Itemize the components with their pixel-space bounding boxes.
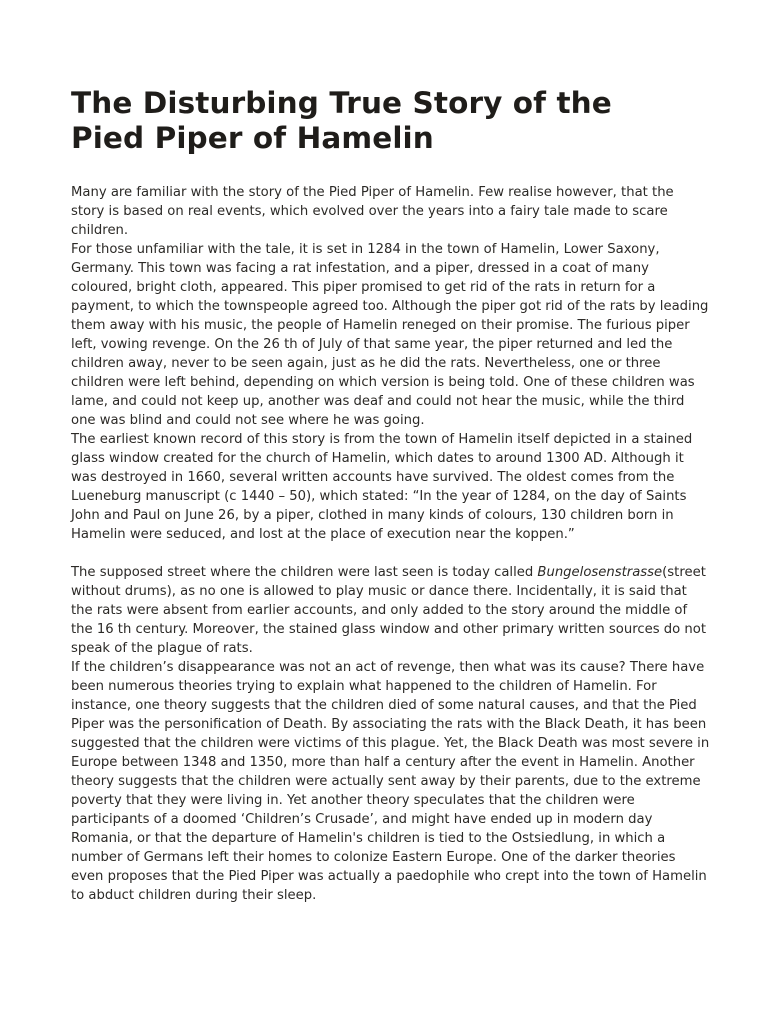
title-line-1: The Disturbing True Story of the xyxy=(71,86,612,120)
paragraph-records: The earliest known record of this story is from the town of Hamelin itself depicted in a stained glass window created for the church of Hamelin, which dates to around 1300 AD. Although it was destroyed in 1660, several written accounts have survived. The oldest comes from the Lueneburg manuscript (c 1440 – 50), which stated: “In the year of 1284, on the day of Saints John and Paul on June 26, by a piper, clothed in many kinds of colours, 130 children born in Hamelin were seduced, and lost at the place of execution near the koppen.” xyxy=(71,432,693,542)
paragraph-tale: For those unfamiliar with the tale, it is set in 1284 in the town of Hamelin, Lower Saxony, Germany. This town was facing a rat infestation, and a piper, dressed in a coat of many coloured, bright cloth, appeared. This piper promised to get rid of the rats in return for a payment, to which the townspeople agreed too. Although the piper got rid of the rats by leading them away with his music, the people of Hamelin reneged on their promise. The furious piper left, vowing revenge. On the 26 th of July of that same year, the piper returned and led the children away, never to be seen again, just as he did the rats. Nevertheless, one or three children were left behind, depending on which version is being told. One of these children was lame, and could not keep up, another was deaf and could not hear the music, while the third one was blind and could not see where he was going. xyxy=(71,242,709,428)
paragraph-theories: If the children’s disappearance was not an act of revenge, then what was its cause? There have been numerous theories trying to explain what happened to the children of Hamelin. For instance, one theory suggests that the children died of some natural causes, and that the Pied Piper was the personification of Death. By associating the rats with the Black Death, it has been suggested that the children were victims of this plague. Yet, the Black Death was most severe in Europe between 1348 and 1350, more than half a century after the event in Hamelin. Another theory suggests that the children were actually sent away by their parents, due to the extreme poverty that they were living in. Yet another theory speculates that the children were participants of a doomed ‘Children’s Crusade’, and might have ended up in modern day Romania, or that the departure of Hamelin's children is tied to the Ostsiedlung, in which a number of Germans left their homes to colonize Eastern Europe. One of the darker theories even proposes that the Pied Piper was actually a paedophile who crept into the town of Hamelin to abduct children during their sleep. xyxy=(71,660,710,903)
article-body xyxy=(71,183,711,905)
article-title xyxy=(71,86,711,156)
street-name: Bungelosenstrasse xyxy=(537,565,663,580)
street-text-before: The supposed street where the children were last seen is today called xyxy=(71,565,538,580)
paragraph-street xyxy=(71,563,711,658)
title-line-2: Pied Piper of Hamelin xyxy=(71,121,434,155)
paragraph-spacer xyxy=(71,544,711,563)
street-text-after: (street without drums), as no one is allowed to play music or dance there. Incidentally, it is said that the rats were absent from earlier accounts, and only added to the story around the middle of the 16 th century. Moreover, the stained glass window and other primary written sources do not speak of the plague of rats. xyxy=(71,565,707,656)
article xyxy=(71,86,711,905)
paragraph-intro: Many are familiar with the story of the Pied Piper of Hamelin. Few realise however, that the story is based on real events, which evolved over the years into a fairy tale made to scare children. xyxy=(71,185,674,238)
